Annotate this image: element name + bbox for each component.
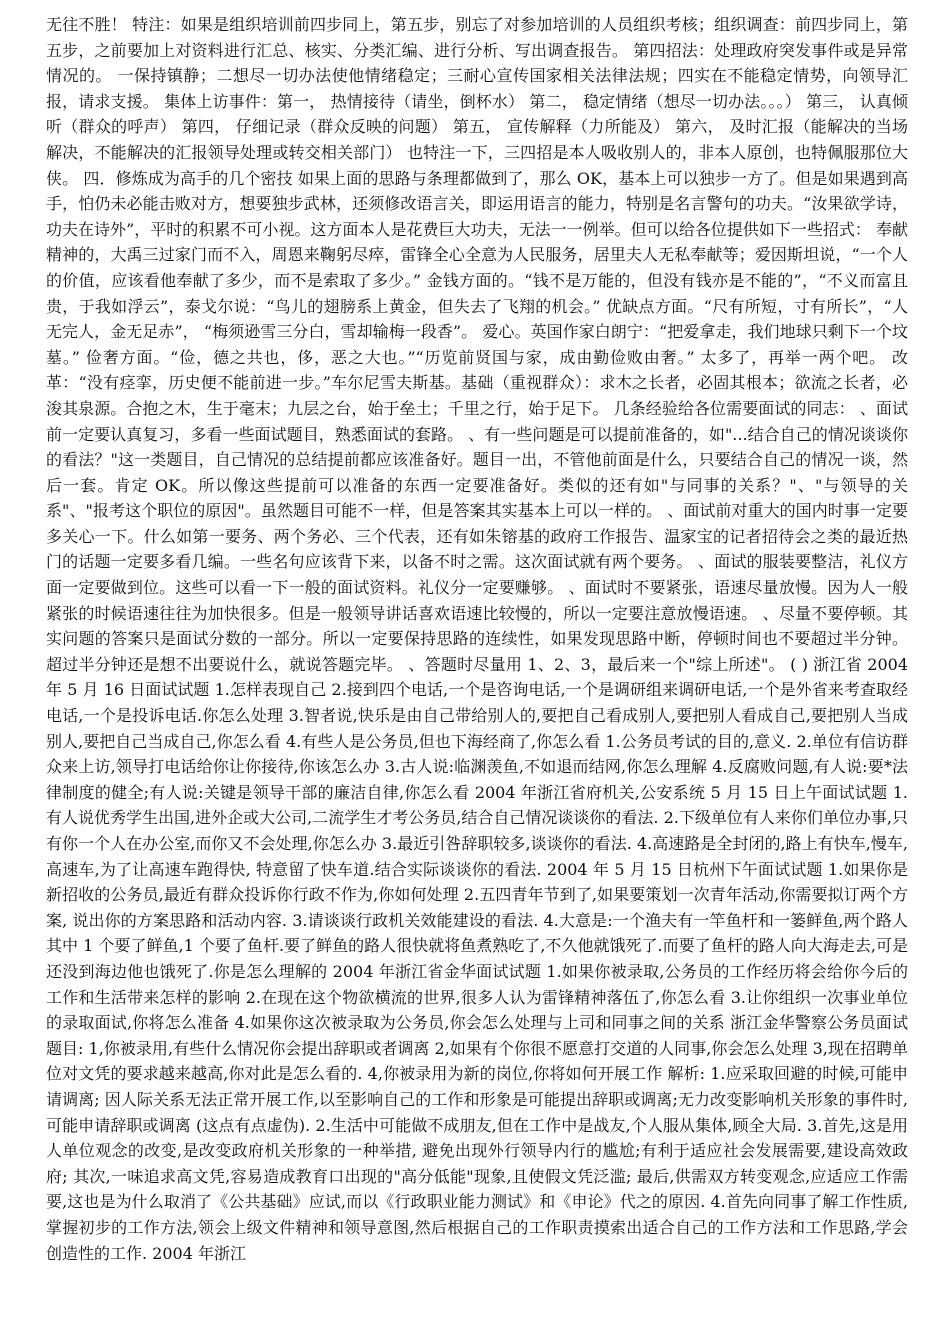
document-body-text: 无往不胜！ 特注：如果是组织培训前四步同上，第五步，别忘了对参加培训的人员组织考核；组织调查：前四步同上，第五步，之前要加上对资料进行汇总、核实、分类汇编、进行分析、写出调查报告。 第四招法：处理政府突发事件或是异常情况的。 一保持镇静；二想尽一切办法使他情绪稳定；三耐心宣传国家相关法律法规；四实在不能稳定情势，向领导汇报，请求支援。 集体上访事件：第一， 热情接待（请坐，倒杯水） 第二， 稳定情绪（想尽一切办法。。。） 第三， 认真倾听（群众的呼声） 第四， 仔细记录（群众反映的问题） 第五， 宣传解释（力所能及） 第六， 及时汇报（能解决的当场解决，不能解决的汇报领导处理或转交相关部门） 也特注一下，三四招是本人吸收别人的，非本人原创，也特佩服那位大侠。 四．修炼成为高手的几个密技 如果上面的思路与条理都做到了，那么 OK，基本上可以独步一方了。但是如果遇到高手，怕仍未必能击败对方，想要独步武林，还须修改语言关，即运用语言的能力，特别是名言警句的功夫。“汝果欲学诗，功夫在诗外”，平时的积累不可小视。这方面本人是花费巨大功夫，无法一一例举。但可以给各位提供如下一些招式： 奉献精神的，大禹三过家门而不入，周恩来鞠躬尽瘁，雷锋全心全意为人民服务，居里夫人无私奉献等；爱因斯坦说，“一个人的价值，应该看他奉献了多少，而不是索取了多少。” 金钱方面的。“钱不是万能的，但没有钱亦是不能的”，“不义而富且贵，于我如浮云”，泰戈尔说：“鸟儿的翅膀系上黄金，但失去了飞翔的机会。” 优缺点方面。“尺有所短，寸有所长”，“人无完人，金无足赤”， “梅须逊雪三分白，雪却输梅一段香”。 爱心。英国作家白朗宁：“把爱拿走，我们地球只剩下一个坟墓。” 俭奢方面。“俭，德之共也，侈，恶之大也。”“历览前贤国与家，成由勤俭败由奢。” 太多了，再举一两个吧。 改革：“没有痉挛，历史便不能前进一步。”车尔尼雪夫斯基。基础（重视群众）：求木之长者，必固其根本；欲流之长者，必浚其泉源。合抱之木，生于毫末；九层之台，始于垒土；千里之行，始于足下。 几条经验给各位需要面试的同志： 、面试前一定要认真复习，多看一些面试题目，熟悉面试的套路。 、有一些问题是可以提前准备的，如"...结合自己的情况谈谈你的看法？"这一类题目，自己情况的总结提前都应该准备好。题目一出，不管他前面是什么，只要结合自己的情况一谈，然后一套。肯定 OK。所以像这些提前可以准备的东西一定要准备好。类似的还有如"与同事的关系？"、"与领导的关系"、"报考这个职位的原因"。虽然题目可能不一样，但是答案其实基本上可以一样的。 、面试前对重大的国内时事一定要多关心一下。什么如第一要务、两个务必、三个代表，还有如朱镕基的政府工作报告、温家宝的记者招待会之类的最近热门的话题一定要多看几编。一些名句应该背下来，以备不时之需。这次面试就有两个要务。 、面试的服装要整洁，礼仪方面一定要做到位。这些可以看一下一般的面试资料。礼仪分一定要赚够。 、面试时不要紧张，语速尽量放慢。因为人一般紧张的时候语速往往为加快很多。但是一般领导讲话喜欢语速比较慢的，所以一定要注意放慢语速。 、尽量不要停顿。其实问题的答案只是面试分数的一部分。所以一定要保持思路的连续性，如果发现思路中断，停顿时间也不要超过半分钟。超过半分钟还是想不出要说什么，就说答题完毕。 、答题时尽量用 1、2、3，最后来一个"综上所述"。 ( ) 浙江省 2004 年 5 月 16 日面试试题 1.怎样表现自己 2.接到四个电话,一个是咨询电话,一个是调研组来调研电话,一个是外省来考查取经电话,一个是投诉电话.你怎么处理 3.智者说,快乐是由自己带给别人的,要把自己看成别人,要把别人看成自己,要把别人当成别人,要把自己当成自己,你怎么看 4.有些人是公务员,但也下海经商了,你怎么看 1.公务员考试的目的,意义. 2.单位有信访群众来上访,领导打电话给你让你接待,你该怎么办 3.古人说:临渊羡鱼,不如退而结网,你怎么理解 4.反腐败问题,有人说:要*法律制度的健全;有人说:关键是领导干部的廉洁自律,你怎么看 2004 年浙江省府机关,公安系统 5 月 15 日上午面试试题 1.有人说优秀学生出国,进外企或大公司,二流学生才考公务员,结合自己情况谈谈你的看法. 2.下级单位有人来你们单位办事,只有你一个人在办公室,而你又不会处理,你怎么办 3.最近引咎辞职较多,谈谈你的看法. 4.高速路是全封闭的,路上有快车,慢车,高速车,为了让高速车跑得快, 特意留了快车道.结合实际谈谈你的看法. 2004 年 5 月 15 日杭州下午面试试题 1.如果你是新招收的公务员,最近有群众投诉你行政不作为,你如何处理 2.五四青年节到了,如果要策划一次青年活动,你需要拟订两个方案, 说出你的方案思路和活动内容. 3.请谈谈行政机关效能建设的看法. 4.大意是:一个渔夫有一竿鱼杆和一篓鲜鱼,两个路人其中 1 个要了鲜鱼,1 个要了鱼杆.要了鲜鱼的路人很快就将鱼煮熟吃了,不久他就饿死了.而要了鱼杆的路人向大海走去,可是还没到海边他也饿死了.你是怎么理解的 2004 年浙江省金华面试试题 1.如果你被录取,公务员的工作经历将会给你今后的工作和生活带来怎样的影响 2.在现在这个物欲横流的世界,很多人认为雷锋精神落伍了,你怎么看 3.让你组织一次事业单位的录取面试,你将怎么准备 4.如果你这次被录取为公务员,你会怎么处理与上司和同事之间的关系 浙江金华警察公务员面试题目: 1,你被录用,有些什么情况你会提出辞职或者调离 2,如果有个你很不愿意打交道的人同事,你会怎么处理 3,现在招聘单位对文凭的要求越来越高,你对此是怎么看的. 4,你被录用为新的岗位,你将如何开展工作 解析: 1.应采取回避的时候,可能申请调离; 因人际关系无法正常开展工作,以至影响自己的工作和形象是可能提出辞职或调离;无力改变影响机关形象的事件时,可能申请辞职或调离 (这点有点虚伪). 2.生活中可能做不成朋友,但在工作中是战友,个人服从集体,顾全大局. 3.首先,这是用人单位观念的改变,是改变政府机关形象的一种举措, 避免出现外行领导内行的尴尬;有利于适应社会发展需要,建设高效政府; 其次,一味追求高文凭,容易造成教育口出现的"高分低能"现象,且使假文凭泛滥; 最后,供需双方转变观念,应适应工作需要,这也是为什么取消了《公共基础》应试,而以《行政职业能力测试》和《申论》代之的原因. 4.首先向同事了解工作性质,掌握初步的工作方法,领会上级文件精神和领导意图,然后根据自己的工作职责摸索出适合自己的工作方法和工作思路,学会创造性的工作. 2004 年浙江 xyxy=(46,15,908,1263)
